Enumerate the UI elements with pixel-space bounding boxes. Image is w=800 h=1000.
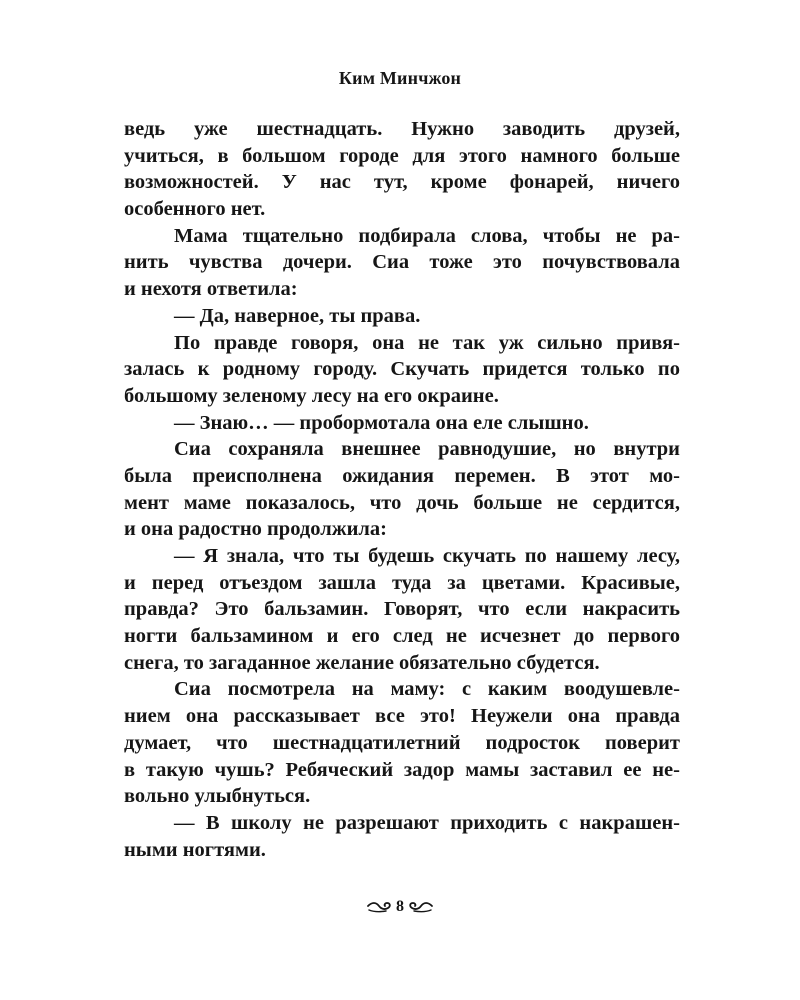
text-line: мент маме показалось, что дочь больше не сердится, [124,491,680,514]
text-line: ведь уже шестнадцать. Нужно заводить друзей, [124,118,680,140]
text-line: — Да, наверное, ты права. [174,304,421,327]
text-line: особенного нет. [124,198,266,221]
text-line: была преисполнена ожидания перемен. В этот мо- [124,464,680,487]
text-line: нить чувства дочери. Сиа тоже это почувствовала [124,251,680,274]
page-footer [0,895,800,919]
text-line: большому зеленому лесу на его окраине. [124,384,499,407]
running-header-author: Ким Минчжон [338,68,462,88]
left-ornament-icon [366,899,394,915]
right-ornament-icon [406,899,434,915]
text-line: учиться, в большом городе для этого намного больше [124,144,680,167]
text-line: вольно улыбнуться. [124,785,311,808]
text-line: в такую чушь? Ребяческий задор мамы заставил ее не- [124,758,680,781]
text-line: возможностей. У нас тут, кроме фонарей, ничего [124,171,680,194]
text-line: правда? Это бальзамин. Говорят, что если накрасить [124,598,680,621]
text-line: нием она рассказывает все это! Неужели она правда [124,705,680,728]
text-line: Мама тщательно подбирала слова, чтобы не ра- [174,224,680,247]
text-line: ногти бальзамином и его след не исчезнет до первого [124,625,680,648]
text-line: залась к родному городу. Скучать придется только по [124,358,680,381]
page-number: 8 [396,898,404,915]
text-line: и нехотя ответила: [124,278,298,301]
text-line: снега, то загаданное желание обязательно сбудется. [124,651,600,674]
text-line: — В школу не разрешают приходить с накрашен- [174,811,680,834]
text-line: Сиа сохраняла внешнее равнодушие, но внутри [174,438,680,461]
text-line: Сиа посмотрела на маму: с каким воодушевле- [174,678,680,701]
text-line: думает, что шестнадцатилетний подросток поверит [124,731,680,754]
body-text [124,116,680,863]
text-line: и перед отъездом зашла туда за цветами. Красивые, [124,571,680,594]
text-line: — Я знала, что ты будешь скучать по нашему лесу, [174,545,680,567]
text-line: — Знаю… — пробормотала она еле слышно. [174,411,589,434]
text-line: По правде говоря, она не так уж сильно привя- [174,331,680,354]
text-line: ными ногтями. [124,838,266,861]
text-line: и она радостно продолжила: [124,518,387,541]
